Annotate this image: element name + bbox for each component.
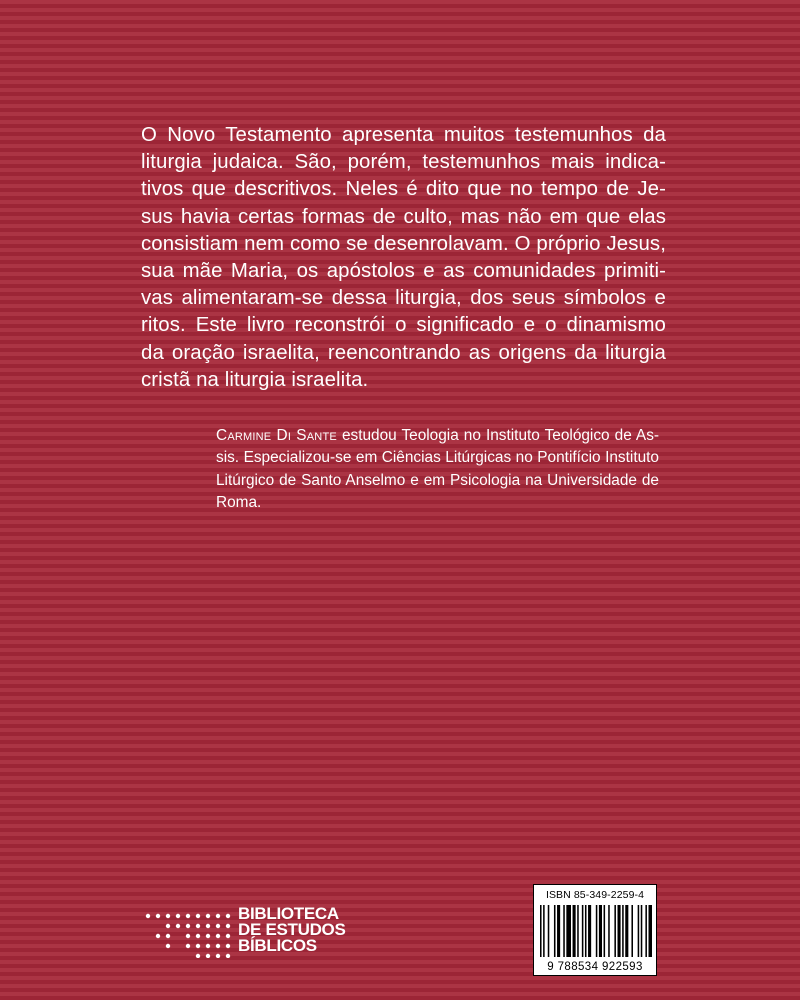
blurb-line: liturgia judaica. São, porém, testemunhos mais indica- — [141, 151, 666, 174]
barcode-bar — [608, 905, 610, 957]
barcode-bar — [625, 905, 628, 957]
barcode-bar — [563, 905, 565, 957]
barcode-bar — [582, 905, 584, 957]
barcode-bar — [596, 905, 598, 957]
blurb-line: ritos. Este livro reconstrói o significado e o dinamismo — [141, 314, 666, 337]
isbn-number: ISBN 85-349-2259-4 — [545, 889, 645, 901]
blurb-line: da oração israelita, reencontrando as origens da liturgia — [141, 341, 666, 364]
series-logo-line: BIBLIOTECA — [238, 904, 339, 923]
barcode-bar — [566, 905, 571, 957]
bio-line — [216, 425, 659, 447]
barcode-bar — [577, 905, 579, 957]
bio-text: estudou Teologia no Instituto Teológico de As- — [336, 427, 660, 444]
barcode-bar — [548, 905, 550, 957]
barcode-bar — [543, 905, 545, 957]
bio-line: Roma. — [216, 494, 262, 512]
book-blurb — [141, 122, 666, 394]
blurb-line: vas alimentaram-se dessa liturgia, dos seus símbolos e — [141, 287, 666, 310]
barcode-bar — [588, 905, 591, 957]
barcode-bar — [622, 905, 624, 957]
barcode-bar — [599, 905, 602, 957]
blurb-line: O Novo Testamento apresenta muitos testemunhos da — [141, 124, 666, 146]
blurb-line: cristã na liturgia israelita. — [141, 368, 369, 391]
barcode-bar — [585, 905, 587, 957]
dot-pattern-icon — [145, 910, 241, 958]
barcode-bar — [614, 905, 616, 957]
barcode-digits: 9 788534 922593 — [547, 961, 643, 973]
blurb-line: sua mãe Maria, os apóstolos e as comunidades primiti- — [141, 260, 666, 283]
barcode-bar — [573, 905, 576, 957]
series-logo-line: DE ESTUDOS — [238, 920, 346, 939]
barcode-bar — [631, 905, 633, 957]
author-name: Carmine Di Sante — [216, 427, 337, 444]
barcode-bar — [604, 905, 606, 957]
barcode-icon — [538, 905, 652, 961]
blurb-line: tivos que descritivos. Neles é dito que no tempo de Je- — [141, 178, 666, 201]
author-bio — [216, 425, 659, 515]
barcode-label — [533, 884, 657, 976]
bio-line: sis. Especializou-se em Ciências Litúrgicas no Pontifício Instituto — [216, 449, 659, 467]
barcode-bar — [618, 905, 621, 957]
bio-line: Litúrgico de Santo Anselmo e em Psicologia na Universidade de — [216, 471, 659, 489]
barcode-bar — [554, 905, 556, 957]
barcode-bar — [540, 905, 542, 957]
blurb-line: sus havia certas formas de culto, mas não em que elas — [141, 205, 666, 228]
series-logo-line: BÍBLICOS — [238, 936, 317, 955]
series-logo-text — [238, 906, 346, 954]
barcode-bar — [649, 905, 653, 957]
barcode-bar — [557, 905, 560, 957]
barcode-bar — [645, 905, 647, 957]
blurb-line: consistiam nem como se desenrolavam. O próprio Jesus, — [141, 232, 666, 255]
barcode-bar — [638, 905, 640, 957]
series-logo — [145, 906, 385, 964]
barcode-bar — [641, 905, 643, 957]
